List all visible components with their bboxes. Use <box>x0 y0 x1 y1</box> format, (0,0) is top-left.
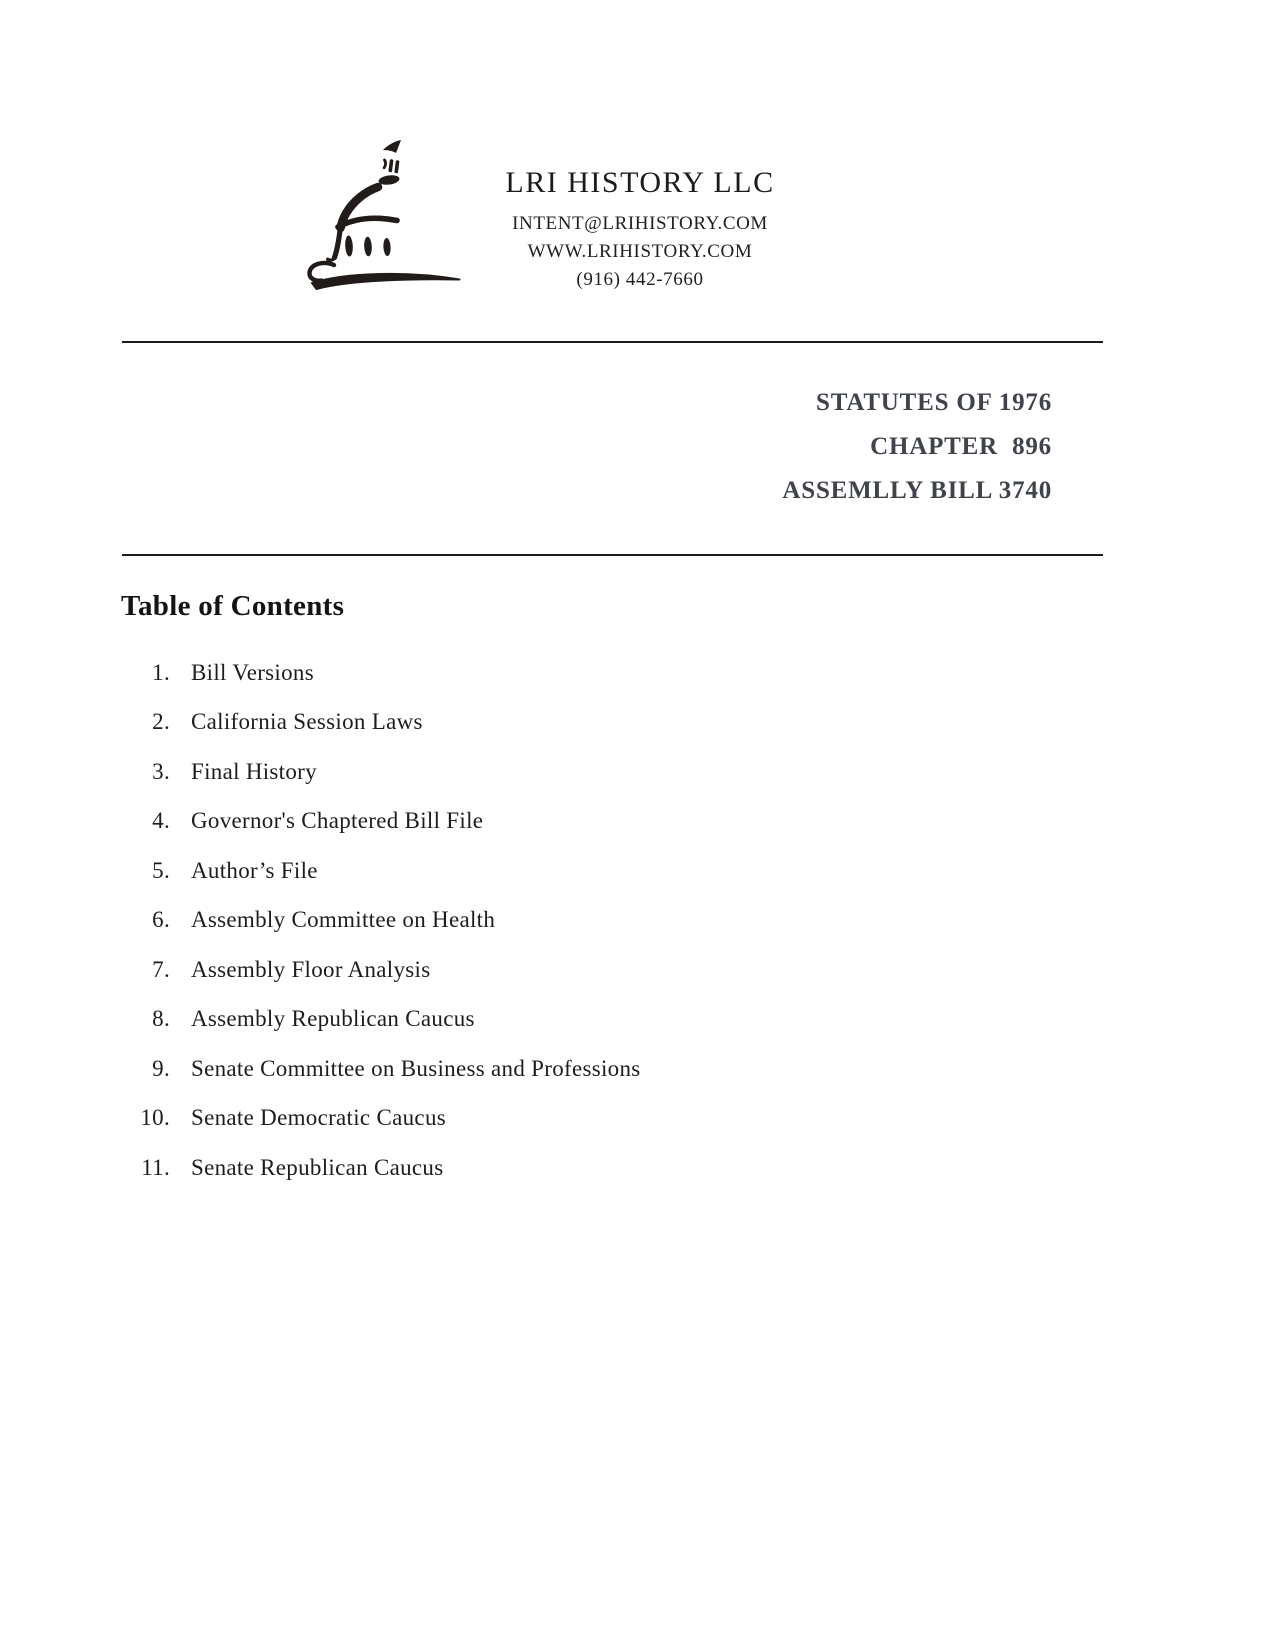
statutes-line: STATUTES OF 1976 <box>816 389 1052 416</box>
email-text: INTENT@LRIHISTORY.COM <box>512 213 768 234</box>
company-name: LRI HISTORY LLC <box>505 166 775 199</box>
toc-item-number: 8. <box>152 1006 170 1032</box>
toc-item-number: 5. <box>152 857 170 883</box>
toc-item <box>100 896 641 946</box>
toc-item-label: California Session Laws <box>191 709 423 735</box>
toc-item <box>100 945 641 995</box>
toc-item-label: Senate Democratic Caucus <box>191 1105 446 1131</box>
toc-item-label: Governor's Chaptered Bill File <box>191 808 484 834</box>
bill-line: ASSEMLLY BILL 3740 <box>782 477 1052 504</box>
toc-item-label: Assembly Floor Analysis <box>191 956 431 982</box>
toc-item <box>100 1094 641 1144</box>
document-reference <box>782 381 1052 513</box>
toc-item-number: 4. <box>152 808 170 834</box>
phone-text: (916) 442-7660 <box>576 269 704 290</box>
toc-item-label: Assembly Committee on Health <box>191 907 496 933</box>
toc-list <box>100 648 641 1193</box>
toc-item-label: Assembly Republican Caucus <box>191 1006 475 1032</box>
toc-item-number: 7. <box>152 956 170 982</box>
toc-item-label: Senate Republican Caucus <box>191 1154 444 1180</box>
toc-item <box>100 797 641 847</box>
toc-item-number: 10. <box>140 1105 170 1131</box>
toc-item <box>100 995 641 1045</box>
toc-item-label: Author’s File <box>191 857 318 883</box>
toc-item-label: Senate Committee on Business and Professions <box>191 1055 641 1081</box>
toc-item <box>100 747 641 797</box>
capitol-dome-icon <box>296 126 464 298</box>
chapter-line: CHAPTER 896 <box>870 433 1052 460</box>
website-text: WWW.LRIHISTORY.COM <box>527 241 753 262</box>
toc-item-number: 11. <box>141 1154 170 1180</box>
toc-item-number: 3. <box>152 758 170 784</box>
toc-heading: Table of Contents <box>121 590 345 622</box>
toc-item <box>100 846 641 896</box>
toc-item <box>100 648 641 698</box>
toc-item-number: 1. <box>152 659 170 685</box>
letterhead <box>440 166 840 294</box>
flag-stroke <box>383 140 401 153</box>
toc-item <box>100 1143 641 1193</box>
horizontal-divider-top <box>122 341 1103 343</box>
company-logo <box>296 126 464 298</box>
toc-item-number: 2. <box>152 709 170 735</box>
toc-item-number: 6. <box>152 907 170 933</box>
toc-item-label: Final History <box>191 758 317 784</box>
toc-item <box>100 1044 641 1094</box>
toc-item <box>100 698 641 748</box>
toc-item-number: 9. <box>152 1055 170 1081</box>
contact-info <box>440 210 840 294</box>
horizontal-divider-bottom <box>122 554 1103 556</box>
toc-item-label: Bill Versions <box>191 659 314 685</box>
